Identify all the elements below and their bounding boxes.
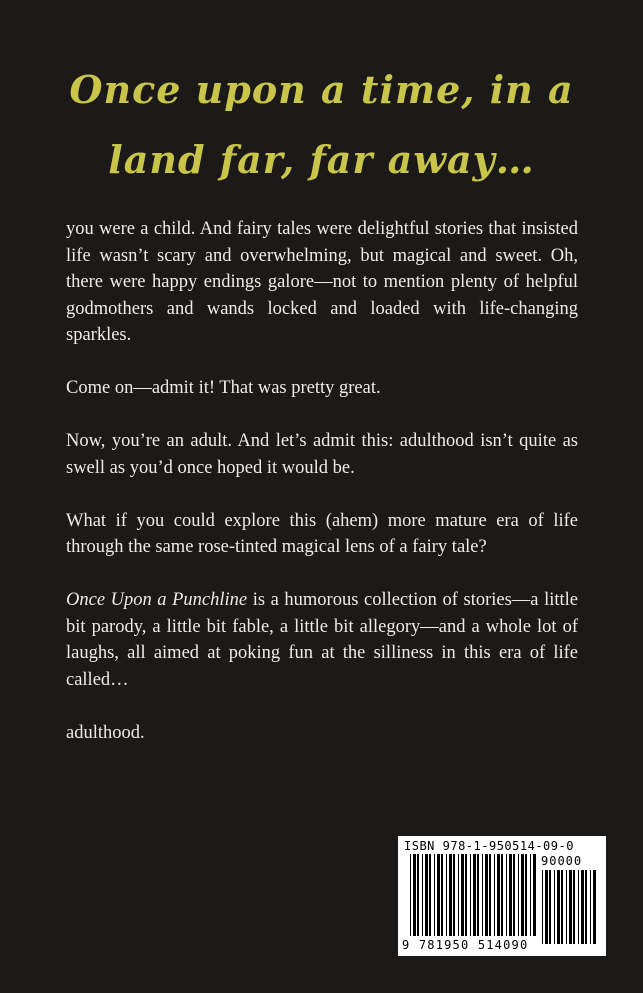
ean-digits: 9 781950 514090 (402, 938, 529, 952)
barcode-bar (585, 870, 587, 944)
barcode-bar (465, 854, 467, 936)
barcode-bar (518, 854, 519, 936)
headline: Once upon a time, in a land far, far away… (69, 67, 574, 182)
barcode-bar (578, 870, 579, 944)
barcode-bar (429, 854, 431, 936)
paragraph-4: What if you could explore this (ahem) more mature era of life through the same rose-tinted magical lens of a fairy tale? (66, 510, 578, 557)
barcode-bar (554, 870, 555, 944)
barcode-bar (566, 870, 567, 944)
barcode-bar (506, 854, 507, 936)
barcode-bar (494, 854, 495, 936)
barcode-bar (501, 854, 503, 936)
barcode-bar (593, 870, 596, 944)
barcode-bar (441, 854, 443, 936)
paragraph-1: you were a child. And fairy tales were delightful stories that insisted life wasn’t scary and overwhelming, but magical and sweet. Oh, there were happy endings galore—not to mention plenty of helpful godmothers and wands locked and loaded with life-changing sparkles. (66, 219, 578, 345)
barcode-bar (581, 870, 584, 944)
barcode-bar (434, 854, 435, 936)
barcode-bar (482, 854, 483, 936)
barcode-bar (413, 854, 416, 936)
paragraph-5-text: is a humorous collection of stories—a little bit parody, a little bit fable, a little bit allegory—and a whole lot of laughs, all aimed at poking fun at the silliness in this era of life called… (66, 590, 578, 690)
paragraph-6: adulthood. (66, 722, 145, 743)
barcode-bar (561, 870, 563, 944)
barcode-bar (470, 854, 471, 936)
barcode-bar (513, 854, 515, 936)
barcode-bar (525, 854, 527, 936)
barcode-bar (530, 854, 531, 936)
barcode-bar (573, 870, 575, 944)
barcode-bar (545, 870, 548, 944)
barcode-bar (410, 854, 411, 936)
barcode-bar (446, 854, 447, 936)
barcode-bar (557, 870, 560, 944)
barcode-bar (417, 854, 419, 936)
paragraph-3: Now, you’re an adult. And let’s admit this: adulthood isn’t quite as swell as you’d once hoped it would be. (66, 431, 578, 478)
barcode-bar (477, 854, 479, 936)
paragraph-5 (66, 587, 578, 693)
barcode-bar (425, 854, 428, 936)
barcode-bar (437, 854, 440, 936)
barcode-bar (485, 854, 488, 936)
barcode-bar (509, 854, 512, 936)
book-title: Once Upon a Punchline (66, 590, 248, 610)
barcode-bar (533, 854, 536, 936)
isbn-label: ISBN 978-1-950514-09-0 (404, 839, 574, 853)
barcode-bar (473, 854, 476, 936)
blurb (66, 216, 578, 773)
barcode-bar (461, 854, 464, 936)
paragraph-2: Come on—admit it! That was pretty great. (66, 378, 381, 398)
barcode-bar (449, 854, 452, 936)
barcode-bar (549, 870, 551, 944)
barcode-bar (497, 854, 500, 936)
barcode-bar (521, 854, 524, 936)
barcode-bar (458, 854, 459, 936)
barcode-bar (590, 870, 591, 944)
barcode-bar (489, 854, 491, 936)
price-code: 90000 (541, 854, 583, 868)
barcode-bar (422, 854, 423, 936)
barcode-bar (453, 854, 455, 936)
isbn-barcode (398, 836, 606, 956)
barcode-bar (569, 870, 572, 944)
barcode-bar (542, 870, 543, 944)
